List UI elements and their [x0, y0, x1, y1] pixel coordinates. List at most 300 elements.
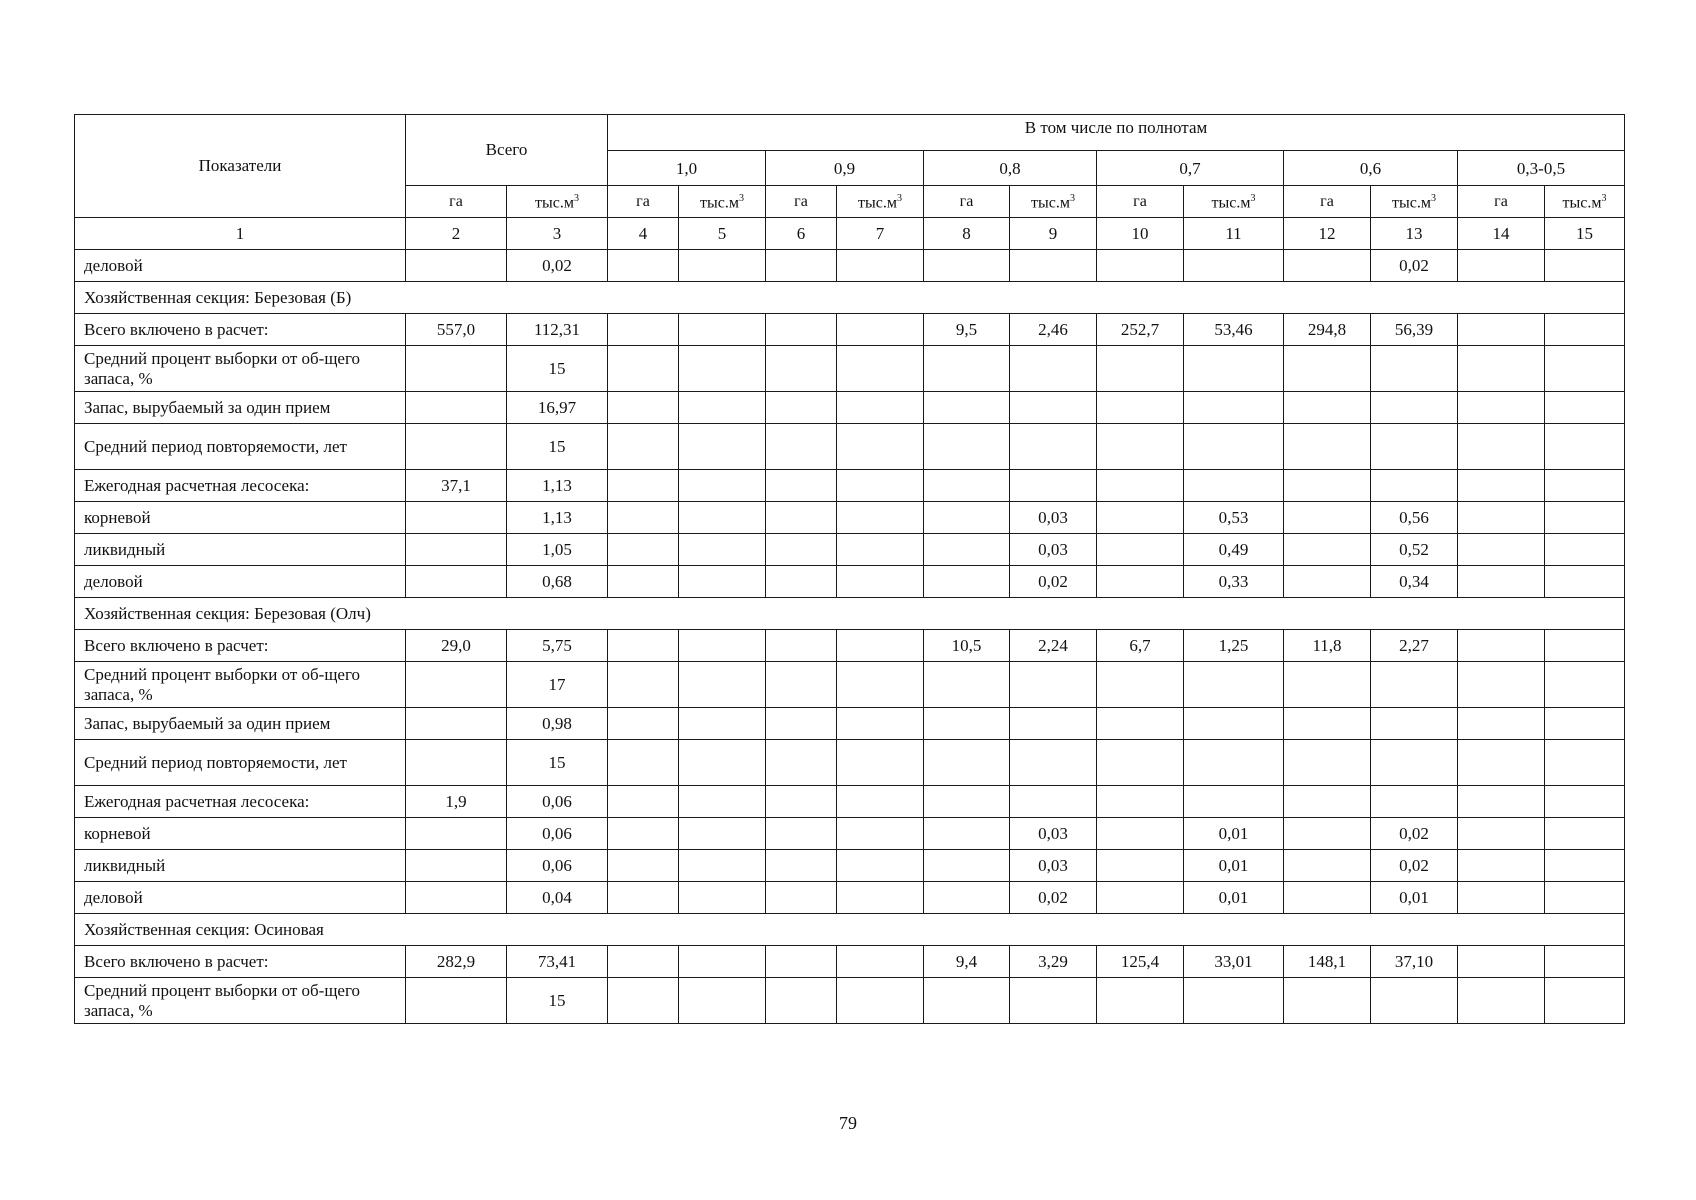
row-label: Ежегодная расчетная лесосека: — [75, 786, 406, 818]
table-cell: 0,06 — [507, 818, 608, 850]
table-cell — [766, 882, 837, 914]
table-cell — [766, 850, 837, 882]
header-density: 0,8 — [924, 151, 1097, 186]
table-cell — [1010, 346, 1097, 392]
table-row — [75, 882, 1625, 914]
unit-volume-text: тыс.м — [1562, 194, 1602, 212]
table-cell — [679, 392, 766, 424]
table-row — [75, 978, 1625, 1024]
table-cell — [1097, 392, 1184, 424]
table-cell — [1371, 740, 1458, 786]
table-cell — [1458, 708, 1545, 740]
column-number: 11 — [1184, 218, 1284, 250]
table-cell — [924, 882, 1010, 914]
column-number: 5 — [679, 218, 766, 250]
table-cell: 0,02 — [1371, 850, 1458, 882]
unit-ha: га — [406, 186, 507, 218]
table-row — [75, 346, 1625, 392]
table-cell: 73,41 — [507, 946, 608, 978]
table-cell — [766, 534, 837, 566]
row-label: Средний процент выборки от об-щего запаса, % — [75, 978, 406, 1024]
column-number: 12 — [1284, 218, 1371, 250]
column-number: 1 — [75, 218, 406, 250]
column-number: 9 — [1010, 218, 1097, 250]
table-cell — [679, 946, 766, 978]
unit-volume-exponent: 3 — [573, 193, 579, 205]
table-cell — [837, 314, 924, 346]
table-cell — [1458, 946, 1545, 978]
table-cell — [1184, 740, 1284, 786]
table-cell — [406, 882, 507, 914]
unit-volume-exponent: 3 — [1250, 193, 1256, 205]
table-cell — [766, 566, 837, 598]
table-cell: 17 — [507, 662, 608, 708]
table-cell — [1184, 346, 1284, 392]
table-cell — [1545, 850, 1625, 882]
table-row — [75, 850, 1625, 882]
table-cell — [1545, 818, 1625, 850]
table-cell — [837, 534, 924, 566]
table-cell — [679, 502, 766, 534]
table-cell — [766, 786, 837, 818]
table-cell — [679, 346, 766, 392]
table-cell — [766, 946, 837, 978]
table-cell: 0,02 — [1010, 882, 1097, 914]
table-cell — [608, 978, 679, 1024]
table-row — [75, 502, 1625, 534]
table-cell — [1284, 534, 1371, 566]
header-density: 0,3-0,5 — [1458, 151, 1625, 186]
table-cell — [1458, 882, 1545, 914]
table-cell: 252,7 — [1097, 314, 1184, 346]
table-cell: 56,39 — [1371, 314, 1458, 346]
table-cell — [924, 424, 1010, 470]
table-cell — [1097, 346, 1184, 392]
table-cell — [1010, 424, 1097, 470]
table-cell — [1458, 786, 1545, 818]
table-cell: 0,01 — [1184, 818, 1284, 850]
table-cell — [837, 946, 924, 978]
table-cell: 0,53 — [1184, 502, 1284, 534]
table-cell — [837, 346, 924, 392]
table-cell — [1184, 470, 1284, 502]
table-cell: 0,02 — [1371, 250, 1458, 282]
row-label: Ежегодная расчетная лесосека: — [75, 470, 406, 502]
table-cell: 15 — [507, 346, 608, 392]
table-cell — [837, 630, 924, 662]
column-number: 2 — [406, 218, 507, 250]
unit-volume — [1184, 186, 1284, 218]
table-cell — [1545, 424, 1625, 470]
table-cell — [1545, 566, 1625, 598]
table-cell — [1097, 470, 1184, 502]
table-cell — [679, 882, 766, 914]
unit-ha: га — [766, 186, 837, 218]
table-cell — [1545, 250, 1625, 282]
table-cell: 1,25 — [1184, 630, 1284, 662]
row-label: корневой — [75, 818, 406, 850]
row-label: деловой — [75, 882, 406, 914]
table-cell — [1097, 786, 1184, 818]
row-label: Средний период повторяемости, лет — [75, 740, 406, 786]
table-cell — [1458, 850, 1545, 882]
table-cell — [766, 392, 837, 424]
table-row — [75, 662, 1625, 708]
table-cell: 16,97 — [507, 392, 608, 424]
header-density: 0,7 — [1097, 151, 1284, 186]
table-cell — [1284, 882, 1371, 914]
table-cell: 1,05 — [507, 534, 608, 566]
table-cell: 0,03 — [1010, 850, 1097, 882]
table-cell — [608, 662, 679, 708]
row-label: Средний процент выборки от об-щего запаса, % — [75, 662, 406, 708]
table-row — [75, 424, 1625, 470]
table-cell — [766, 424, 837, 470]
table-cell: 0,02 — [1371, 818, 1458, 850]
table-cell — [1545, 662, 1625, 708]
table-cell — [924, 250, 1010, 282]
table-cell — [837, 566, 924, 598]
table-cell — [679, 850, 766, 882]
header-density: 0,9 — [766, 151, 924, 186]
table-cell: 0,04 — [507, 882, 608, 914]
table-cell: 0,68 — [507, 566, 608, 598]
table-cell — [837, 502, 924, 534]
table-cell: 0,34 — [1371, 566, 1458, 598]
table-cell — [766, 470, 837, 502]
column-number: 4 — [608, 218, 679, 250]
table-cell: 0,98 — [507, 708, 608, 740]
unit-volume — [507, 186, 608, 218]
table-cell — [406, 662, 507, 708]
table-cell: 2,24 — [1010, 630, 1097, 662]
table-cell — [924, 392, 1010, 424]
table-cell — [1545, 502, 1625, 534]
header-density: 0,6 — [1284, 151, 1458, 186]
table-cell — [1458, 740, 1545, 786]
table-cell — [1545, 946, 1625, 978]
table-cell: 0,52 — [1371, 534, 1458, 566]
table-cell — [679, 818, 766, 850]
table-cell: 5,75 — [507, 630, 608, 662]
table-cell — [406, 850, 507, 882]
unit-volume-text: тыс.м — [1031, 194, 1070, 212]
table-row — [75, 818, 1625, 850]
table-cell — [1097, 424, 1184, 470]
table-cell — [766, 346, 837, 392]
table-cell — [837, 250, 924, 282]
table-cell — [406, 392, 507, 424]
table-cell — [1458, 566, 1545, 598]
table-cell — [1010, 470, 1097, 502]
unit-volume-text: тыс.м — [700, 194, 739, 212]
table-row — [75, 946, 1625, 978]
table-cell: 0,02 — [507, 250, 608, 282]
table-cell — [1010, 662, 1097, 708]
table-cell: 1,9 — [406, 786, 507, 818]
table-cell: 33,01 — [1184, 946, 1284, 978]
table-cell — [1458, 502, 1545, 534]
table-cell — [1010, 708, 1097, 740]
table-cell — [1371, 786, 1458, 818]
table-cell — [406, 740, 507, 786]
table-cell — [766, 314, 837, 346]
table-cell: 0,03 — [1010, 502, 1097, 534]
page-number: 79 — [839, 1113, 857, 1133]
column-number: 8 — [924, 218, 1010, 250]
table-cell — [1458, 818, 1545, 850]
table-cell: 37,10 — [1371, 946, 1458, 978]
column-number: 3 — [507, 218, 608, 250]
section-title: Хозяйственная секция: Березовая (Б) — [75, 282, 1625, 314]
unit-volume-exponent: 3 — [1601, 193, 1607, 205]
unit-volume-exponent: 3 — [738, 193, 744, 205]
table-cell — [1458, 630, 1545, 662]
unit-volume-exponent: 3 — [896, 193, 902, 205]
table-row — [75, 740, 1625, 786]
table-cell — [679, 662, 766, 708]
column-number: 6 — [766, 218, 837, 250]
unit-volume-text: тыс.м — [1392, 194, 1431, 212]
unit-volume-text: тыс.м — [1211, 194, 1251, 212]
table-cell — [766, 708, 837, 740]
table-cell — [608, 786, 679, 818]
table-cell — [1458, 978, 1545, 1024]
table-cell — [766, 502, 837, 534]
table-cell — [1545, 630, 1625, 662]
table-cell — [1097, 502, 1184, 534]
column-number: 7 — [837, 218, 924, 250]
table-cell — [1097, 740, 1184, 786]
table-cell: 3,29 — [1010, 946, 1097, 978]
table-cell — [766, 978, 837, 1024]
table-cell — [766, 662, 837, 708]
table-cell: 29,0 — [406, 630, 507, 662]
table-cell — [1010, 250, 1097, 282]
table-cell — [679, 314, 766, 346]
row-label: Запас, вырубаемый за один прием — [75, 392, 406, 424]
table-cell — [679, 250, 766, 282]
table-cell: 2,46 — [1010, 314, 1097, 346]
table-cell — [1371, 708, 1458, 740]
table-cell: 557,0 — [406, 314, 507, 346]
header-density: 1,0 — [608, 151, 766, 186]
table-cell — [766, 818, 837, 850]
table-cell — [924, 978, 1010, 1024]
table-cell: 0,02 — [1010, 566, 1097, 598]
table-row — [75, 534, 1625, 566]
unit-volume — [679, 186, 766, 218]
table-cell — [608, 534, 679, 566]
table-cell — [1097, 250, 1184, 282]
header-indicators: Показатели — [75, 115, 406, 218]
table-cell — [766, 740, 837, 786]
unit-ha: га — [608, 186, 679, 218]
row-label: деловой — [75, 566, 406, 598]
table-cell: 9,4 — [924, 946, 1010, 978]
table-cell — [1184, 662, 1284, 708]
table-cell — [1184, 978, 1284, 1024]
table-cell — [406, 346, 507, 392]
row-label: корневой — [75, 502, 406, 534]
unit-volume-text: тыс.м — [858, 194, 897, 212]
table-cell — [1097, 882, 1184, 914]
table-cell — [406, 424, 507, 470]
table-cell — [1458, 424, 1545, 470]
table-cell — [1458, 250, 1545, 282]
table-cell — [1284, 566, 1371, 598]
table-cell — [1184, 392, 1284, 424]
table-cell: 10,5 — [924, 630, 1010, 662]
table-cell — [608, 818, 679, 850]
row-label: Всего включено в расчет: — [75, 946, 406, 978]
unit-volume — [1545, 186, 1625, 218]
table-cell — [406, 566, 507, 598]
table-cell — [1097, 818, 1184, 850]
section-title: Хозяйственная секция: Березовая (Олч) — [75, 598, 1625, 630]
table-cell — [406, 502, 507, 534]
table-cell: 1,13 — [507, 502, 608, 534]
table-cell — [1371, 424, 1458, 470]
column-numbers-row — [75, 218, 1625, 250]
table-cell — [1284, 786, 1371, 818]
table-cell — [1010, 786, 1097, 818]
table-cell — [1097, 978, 1184, 1024]
table-row — [75, 250, 1625, 282]
table-cell: 0,56 — [1371, 502, 1458, 534]
table-cell — [608, 470, 679, 502]
table-cell — [1284, 850, 1371, 882]
table-cell — [837, 424, 924, 470]
table-row — [75, 470, 1625, 502]
table-cell: 0,01 — [1184, 882, 1284, 914]
table-cell — [608, 882, 679, 914]
column-number: 10 — [1097, 218, 1184, 250]
table-row — [75, 786, 1625, 818]
table-cell: 282,9 — [406, 946, 507, 978]
table-cell — [608, 850, 679, 882]
table-cell — [608, 502, 679, 534]
row-label: Запас, вырубаемый за один прием — [75, 708, 406, 740]
table-cell — [608, 708, 679, 740]
table-cell — [1458, 534, 1545, 566]
table-cell: 0,01 — [1184, 850, 1284, 882]
table-cell — [1184, 786, 1284, 818]
unit-volume-exponent: 3 — [1430, 193, 1436, 205]
table-cell — [924, 566, 1010, 598]
unit-volume-text: тыс.м — [535, 194, 574, 212]
table-cell: 112,31 — [507, 314, 608, 346]
table-cell — [1284, 978, 1371, 1024]
table-cell — [1097, 662, 1184, 708]
unit-volume — [1010, 186, 1097, 218]
table-cell — [1284, 662, 1371, 708]
table-cell — [1097, 708, 1184, 740]
table-cell — [1284, 424, 1371, 470]
table-cell — [1284, 740, 1371, 786]
table-row — [75, 630, 1625, 662]
table-cell — [406, 708, 507, 740]
table-row — [75, 708, 1625, 740]
table-cell — [1545, 882, 1625, 914]
table-cell: 11,8 — [1284, 630, 1371, 662]
table-cell — [766, 250, 837, 282]
table-cell — [1545, 346, 1625, 392]
table-cell — [679, 978, 766, 1024]
table-cell — [837, 978, 924, 1024]
table-cell — [837, 882, 924, 914]
table-cell — [924, 708, 1010, 740]
table-cell — [837, 708, 924, 740]
table-cell: 0,03 — [1010, 818, 1097, 850]
section-row — [75, 282, 1625, 314]
table-cell — [608, 630, 679, 662]
table-cell: 15 — [507, 424, 608, 470]
table-cell — [1545, 470, 1625, 502]
table-cell: 53,46 — [1184, 314, 1284, 346]
table-cell — [608, 740, 679, 786]
table-cell — [924, 818, 1010, 850]
table-cell — [1284, 250, 1371, 282]
table-cell — [679, 740, 766, 786]
unit-volume — [837, 186, 924, 218]
table-cell — [837, 818, 924, 850]
table-cell: 2,27 — [1371, 630, 1458, 662]
section-title: Хозяйственная секция: Осиновая — [75, 914, 1625, 946]
table-cell: 148,1 — [1284, 946, 1371, 978]
table-cell — [1184, 250, 1284, 282]
table-cell — [679, 534, 766, 566]
row-label: Всего включено в расчет: — [75, 630, 406, 662]
table-cell — [608, 946, 679, 978]
table-cell — [608, 392, 679, 424]
table-cell — [924, 470, 1010, 502]
table-cell — [1545, 786, 1625, 818]
unit-volume — [1371, 186, 1458, 218]
table-cell — [924, 502, 1010, 534]
table-cell — [1545, 740, 1625, 786]
table-cell — [608, 250, 679, 282]
table-cell — [1371, 662, 1458, 708]
table-cell — [1184, 424, 1284, 470]
section-row — [75, 598, 1625, 630]
table-cell — [1284, 502, 1371, 534]
table-cell — [924, 850, 1010, 882]
unit-ha: га — [1284, 186, 1371, 218]
table-cell: 15 — [507, 978, 608, 1024]
unit-ha: га — [1458, 186, 1545, 218]
table-cell — [924, 534, 1010, 566]
table-cell — [766, 630, 837, 662]
table-cell — [1458, 662, 1545, 708]
table-cell — [837, 740, 924, 786]
table-row — [75, 314, 1625, 346]
table-cell — [608, 424, 679, 470]
table-cell — [406, 978, 507, 1024]
table-cell — [1545, 978, 1625, 1024]
table-cell: 0,49 — [1184, 534, 1284, 566]
table-cell — [608, 346, 679, 392]
table-cell — [924, 786, 1010, 818]
table-cell: 37,1 — [406, 470, 507, 502]
table-cell — [1010, 978, 1097, 1024]
table-cell — [1284, 392, 1371, 424]
table-cell: 0,33 — [1184, 566, 1284, 598]
column-number: 14 — [1458, 218, 1545, 250]
table-cell: 0,01 — [1371, 882, 1458, 914]
table-cell — [406, 818, 507, 850]
table-cell — [1371, 392, 1458, 424]
